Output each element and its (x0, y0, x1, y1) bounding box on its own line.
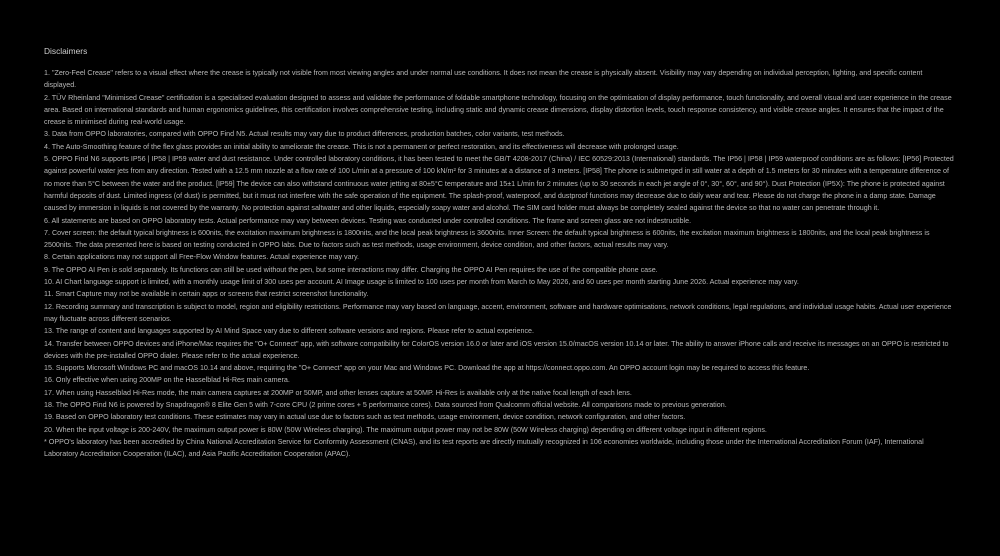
disclaimer-item: 5. OPPO Find N6 supports IP56 | IP58 | IP59 water and dust resistance. Under controlled laboratory conditions, it has been tested to meet the GB/T 4208-2017 (China) / IEC 60529:2013 (International) standards. The IP56 | IP58 | IP59 waterproof conditions are as follows: [IP56] Protected against powerful water jets from any direction. Tested with a 12.5 mm nozzle at a flow rate of 100 L/min at a pressure of 100 kN/m² for 3 minutes at a distance of 3 meters. [IP58] The phone is submerged in still water at a depth of 1.5 meters for 30 minutes with a temperature difference of no more than 5°C between the water and the product. [IP59] The device can also withstand continuous water jetting at 80±5°C temperature and 15±1 L/min for 2 minutes (up to 30 seconds in each jet angle of 0°, 30°, 60°, and 90°). Dust Protection (IP5X): The phone is protected against harmful deposits of dust. Limited ingress (of dust) is permitted, but it must not interfere with the safe operation of the equipment. The splash-proof, waterproof, and dustproof functions may decrease due to daily wear and tear. Please do not charge the phone in a damp state. Damage caused by immersion in liquids is not covered by the warranty. No protection against saltwater and other liquids, especially soapy water and alcohol. The SIM card holder must always be completely sealed against the device so that no water can penetrate through it. (44, 155, 954, 213)
disclaimer-item: * OPPO's laboratory has been accredited by China National Accreditation Service for Conformity Assessment (CNAS), and its test reports are directly mutually recognized in 106 economies worldwide, including those under the International Accreditation Forum (IAF), International Laboratory Accreditation Cooperation (ILAC), and Asia Pacific Accreditation Cooperation (APAC). (44, 437, 924, 459)
disclaimer-item: 19. Based on OPPO laboratory test conditions. These estimates may vary in actual use due to factors such as test methods, usage environment, device condition, network configuration, and other factors. (44, 413, 686, 422)
disclaimer-item: 3. Data from OPPO laboratories, compared with OPPO Find N5. Actual results may vary due to product differences, production batches, color variants, test methods. (44, 130, 565, 139)
disclaimer-item: 14. Transfer between OPPO devices and iPhone/Mac requires the "O+ Connect" app, with software compatibility for ColorOS version 16.0 or later and iOS version 15.0/macOS version 10.14 or later. The ability to answer iPhone calls and receive its messages on an OPPO is restricted to devices with the pre-installed OPPO dialer. Please refer to the actual experience. (44, 339, 949, 360)
disclaimer-item: 20. When the input voltage is 200-240V, the maximum output power is 80W (50W Wireless charging). The maximum output power may not be 80W (50W Wireless charging) depending on different voltage input in different regions. (44, 425, 767, 434)
disclaimer-item: 10. AI Chart language support is limited, with a monthly usage limit of 300 uses per account. AI Image usage is limited to 100 uses per month from March to May 2026, and 60 uses per month starting June 2026. Actual experience may vary. (44, 278, 799, 287)
disclaimer-list (44, 67, 956, 461)
disclaimers-title: Disclaimers (44, 46, 88, 56)
disclaimer-item: 15. Supports Microsoft Windows PC and macOS 10.14 and above, requiring the "O+ Connect" app on your Mac and Windows PC. Download the app at https://connect.oppo.com. An OPPO account login may be required to access this feature. (44, 364, 810, 373)
disclaimer-item: 12. Recording summary and transcription is subject to model, region and eligibility restrictions. Performance may vary based on language, accent, environment, software and hardware optimisations, network conditions, legal regulations, and individual usage habits. Actual user experience may fluctuate across different scenarios. (44, 302, 952, 323)
disclaimer-item: 7. Cover screen: the default typical brightness is 600nits, the excitation maximum brightness is 1800nits, and the local peak brightness is 3600nits. Inner Screen: the default typical brightness is 600nits, the excitation maximum brightness is 1800nits, and the local peak brightness is 2500nits. The data presented here is based on testing conducted in OPPO labs. Due to factors such as test methods, usage environment, device condition, and other factors, actual results may vary. (44, 228, 930, 250)
disclaimers-section (44, 45, 956, 461)
disclaimer-item: 18. The OPPO Find N6 is powered by Snapdragon® 8 Elite Gen 5 with 7-core CPU (2 prime cores + 5 performance cores). Data sourced from Qualcomm official website. All comparisons made to previous generation. (44, 401, 727, 410)
disclaimer-item: 6. All statements are based on OPPO laboratory tests. Actual performance may vary between devices. Testing was conducted under controlled conditions. The frame and screen glass are not indestructible. (44, 216, 692, 225)
disclaimer-item: 1. "Zero-Feel Crease" refers to a visual effect where the crease is typically not visible from most viewing angles and under normal use conditions. It does not mean the crease is physically absent. Visibility may vary depending on individual perception, lighting, and specific content displayed. (44, 69, 923, 90)
disclaimer-item: 4. The Auto-Smoothing feature of the flex glass provides an initial ability to ameliorate the crease. This is not a permanent or perfect restoration, and its effectiveness will decrease with prolonged usage. (44, 142, 679, 151)
disclaimer-item: 17. When using Hasselblad Hi-Res mode, the main camera captures at 200MP or 50MP, and other lenses capture at 50MP. Hi-Res is available only at the native focal length of each lens. (44, 388, 632, 397)
disclaimer-item: 11. Smart Capture may not be available in certain apps or screens that restrict screenshot functionality. (44, 290, 369, 299)
disclaimer-item: 2. TÜV Rheinland "Minimised Crease" certification is a specialised evaluation designed to assess and validate the performance of foldable smartphone technology, focusing on the optimisation of display performance, touch functionality, and overall visual and user experience in the crease area. Based on international standards and human ergonomics guidelines, this certification involves comprehensive testing, including static and dynamic crease dimensions, display distortion levels, touch response consistency, and visible crease angles. It ensures that the impact of the crease is minimised during real-world usage. (44, 93, 952, 127)
disclaimer-item: 9. The OPPO AI Pen is sold separately. Its functions can still be used without the pen, but some interactions may differ. Charging the OPPO AI Pen requires the use of the compatible phone case. (44, 265, 658, 274)
disclaimer-item: 16. Only effective when using 200MP on the Hasselblad Hi-Res main camera. (44, 376, 290, 385)
disclaimer-item: 13. The range of content and languages supported by AI Mind Space vary due to different software versions and regions. Please refer to actual experience. (44, 327, 534, 336)
disclaimer-item: 8. Certain applications may not support all Free-Flow Window features. Actual experience may vary. (44, 253, 359, 262)
